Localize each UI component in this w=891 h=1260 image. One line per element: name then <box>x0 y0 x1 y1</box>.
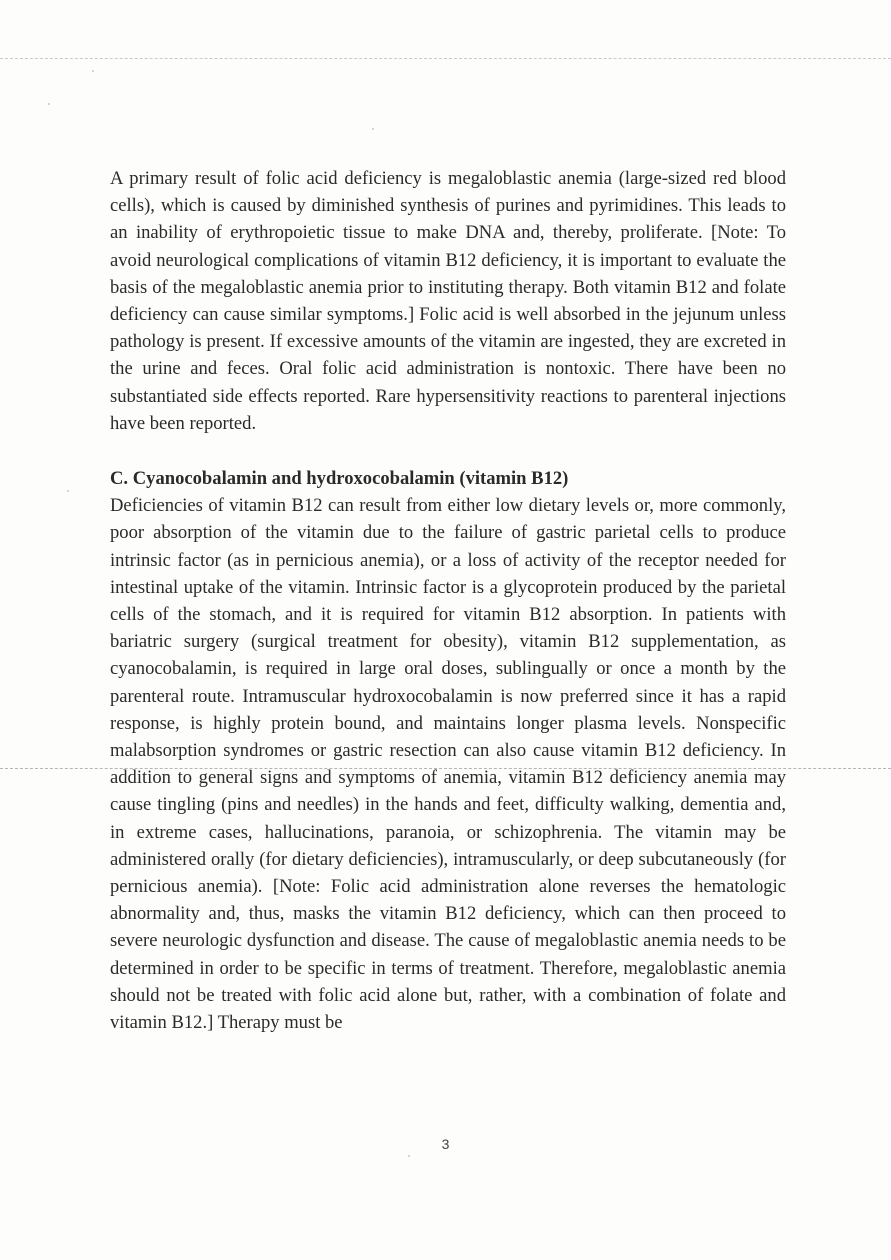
section-heading-vitamin-b12: C. Cyanocobalamin and hydroxocobalamin (vitamin B12) <box>110 468 569 490</box>
document-body <box>110 165 786 1036</box>
scan-top-rule <box>0 58 891 59</box>
paragraph-vitamin-b12: Deficiencies of vitamin B12 can result from either low dietary levels or, more commonly, poor absorption of the vitamin due to the failure of gastric parietal cells to produce intrinsic factor (as in pernicious anemia), or a loss of activity of the receptor needed for intestinal uptake of the vitamin. Intrinsic factor is a glycoprotein produced by the parietal cells of the stomach, and it is required for vitamin B12 absorption. In patients with bariatric surgery (surgical treatment for obesity), vitamin B12 supplementation, as cyanocobalamin, is required in large oral doses, sublingually or once a month by the parenteral route. Intramuscular hydroxocobalamin is now preferred since it has a rapid response, is highly protein bound, and maintains longer plasma levels. Nonspecific malabsorption syndromes or gastric resection can also cause vitamin B12 deficiency. In addition to general signs and symptoms of anemia, vitamin B12 deficiency anemia may cause tingling (pins and needles) in the hands and feet, difficulty walking, dementia and, in extreme cases, hallucinations, paranoia, or schizophrenia. The vitamin may be administered orally (for dietary deficiencies), intramuscularly, or deep subcutaneously (for pernicious anemia). [Note: Folic acid administration alone reverses the hematologic abnormality and, thus, masks the vitamin B12 deficiency, which can then proceed to severe neurologic dysfunction and disease. The cause of megaloblastic anemia needs to be determined in order to be specific in terms of treatment. Therefore, megaloblastic anemia should not be treated with folic acid alone but, rather, with a combination of folate and vitamin B12.] Therapy must be <box>110 495 786 1034</box>
scan-speck <box>408 1155 410 1157</box>
scan-speck <box>48 103 50 105</box>
page-number: 3 <box>441 1136 450 1152</box>
paragraph-folic-acid: A primary result of folic acid deficiency is megaloblastic anemia (large-sized red blood cells), which is caused by diminished synthesis of purines and pyrimidines. This leads to an inability of erythropoietic tissue to make DNA and, thereby, proliferate. [Note: To avoid neurological complications of vitamin B12 deficiency, it is important to evaluate the basis of the megaloblastic anemia prior to instituting therapy. Both vitamin B12 and folate deficiency can cause similar symptoms.] Folic acid is well absorbed in the jejunum unless pathology is present. If excessive amounts of the vitamin are ingested, they are excreted in the urine and feces. Oral folic acid administration is nontoxic. There have been no substantiated side effects reported. Rare hypersensitivity reactions to parenteral injections have been reported. <box>110 168 786 434</box>
scan-speck <box>67 490 69 492</box>
scan-speck <box>92 70 94 72</box>
scan-speck <box>372 128 374 130</box>
